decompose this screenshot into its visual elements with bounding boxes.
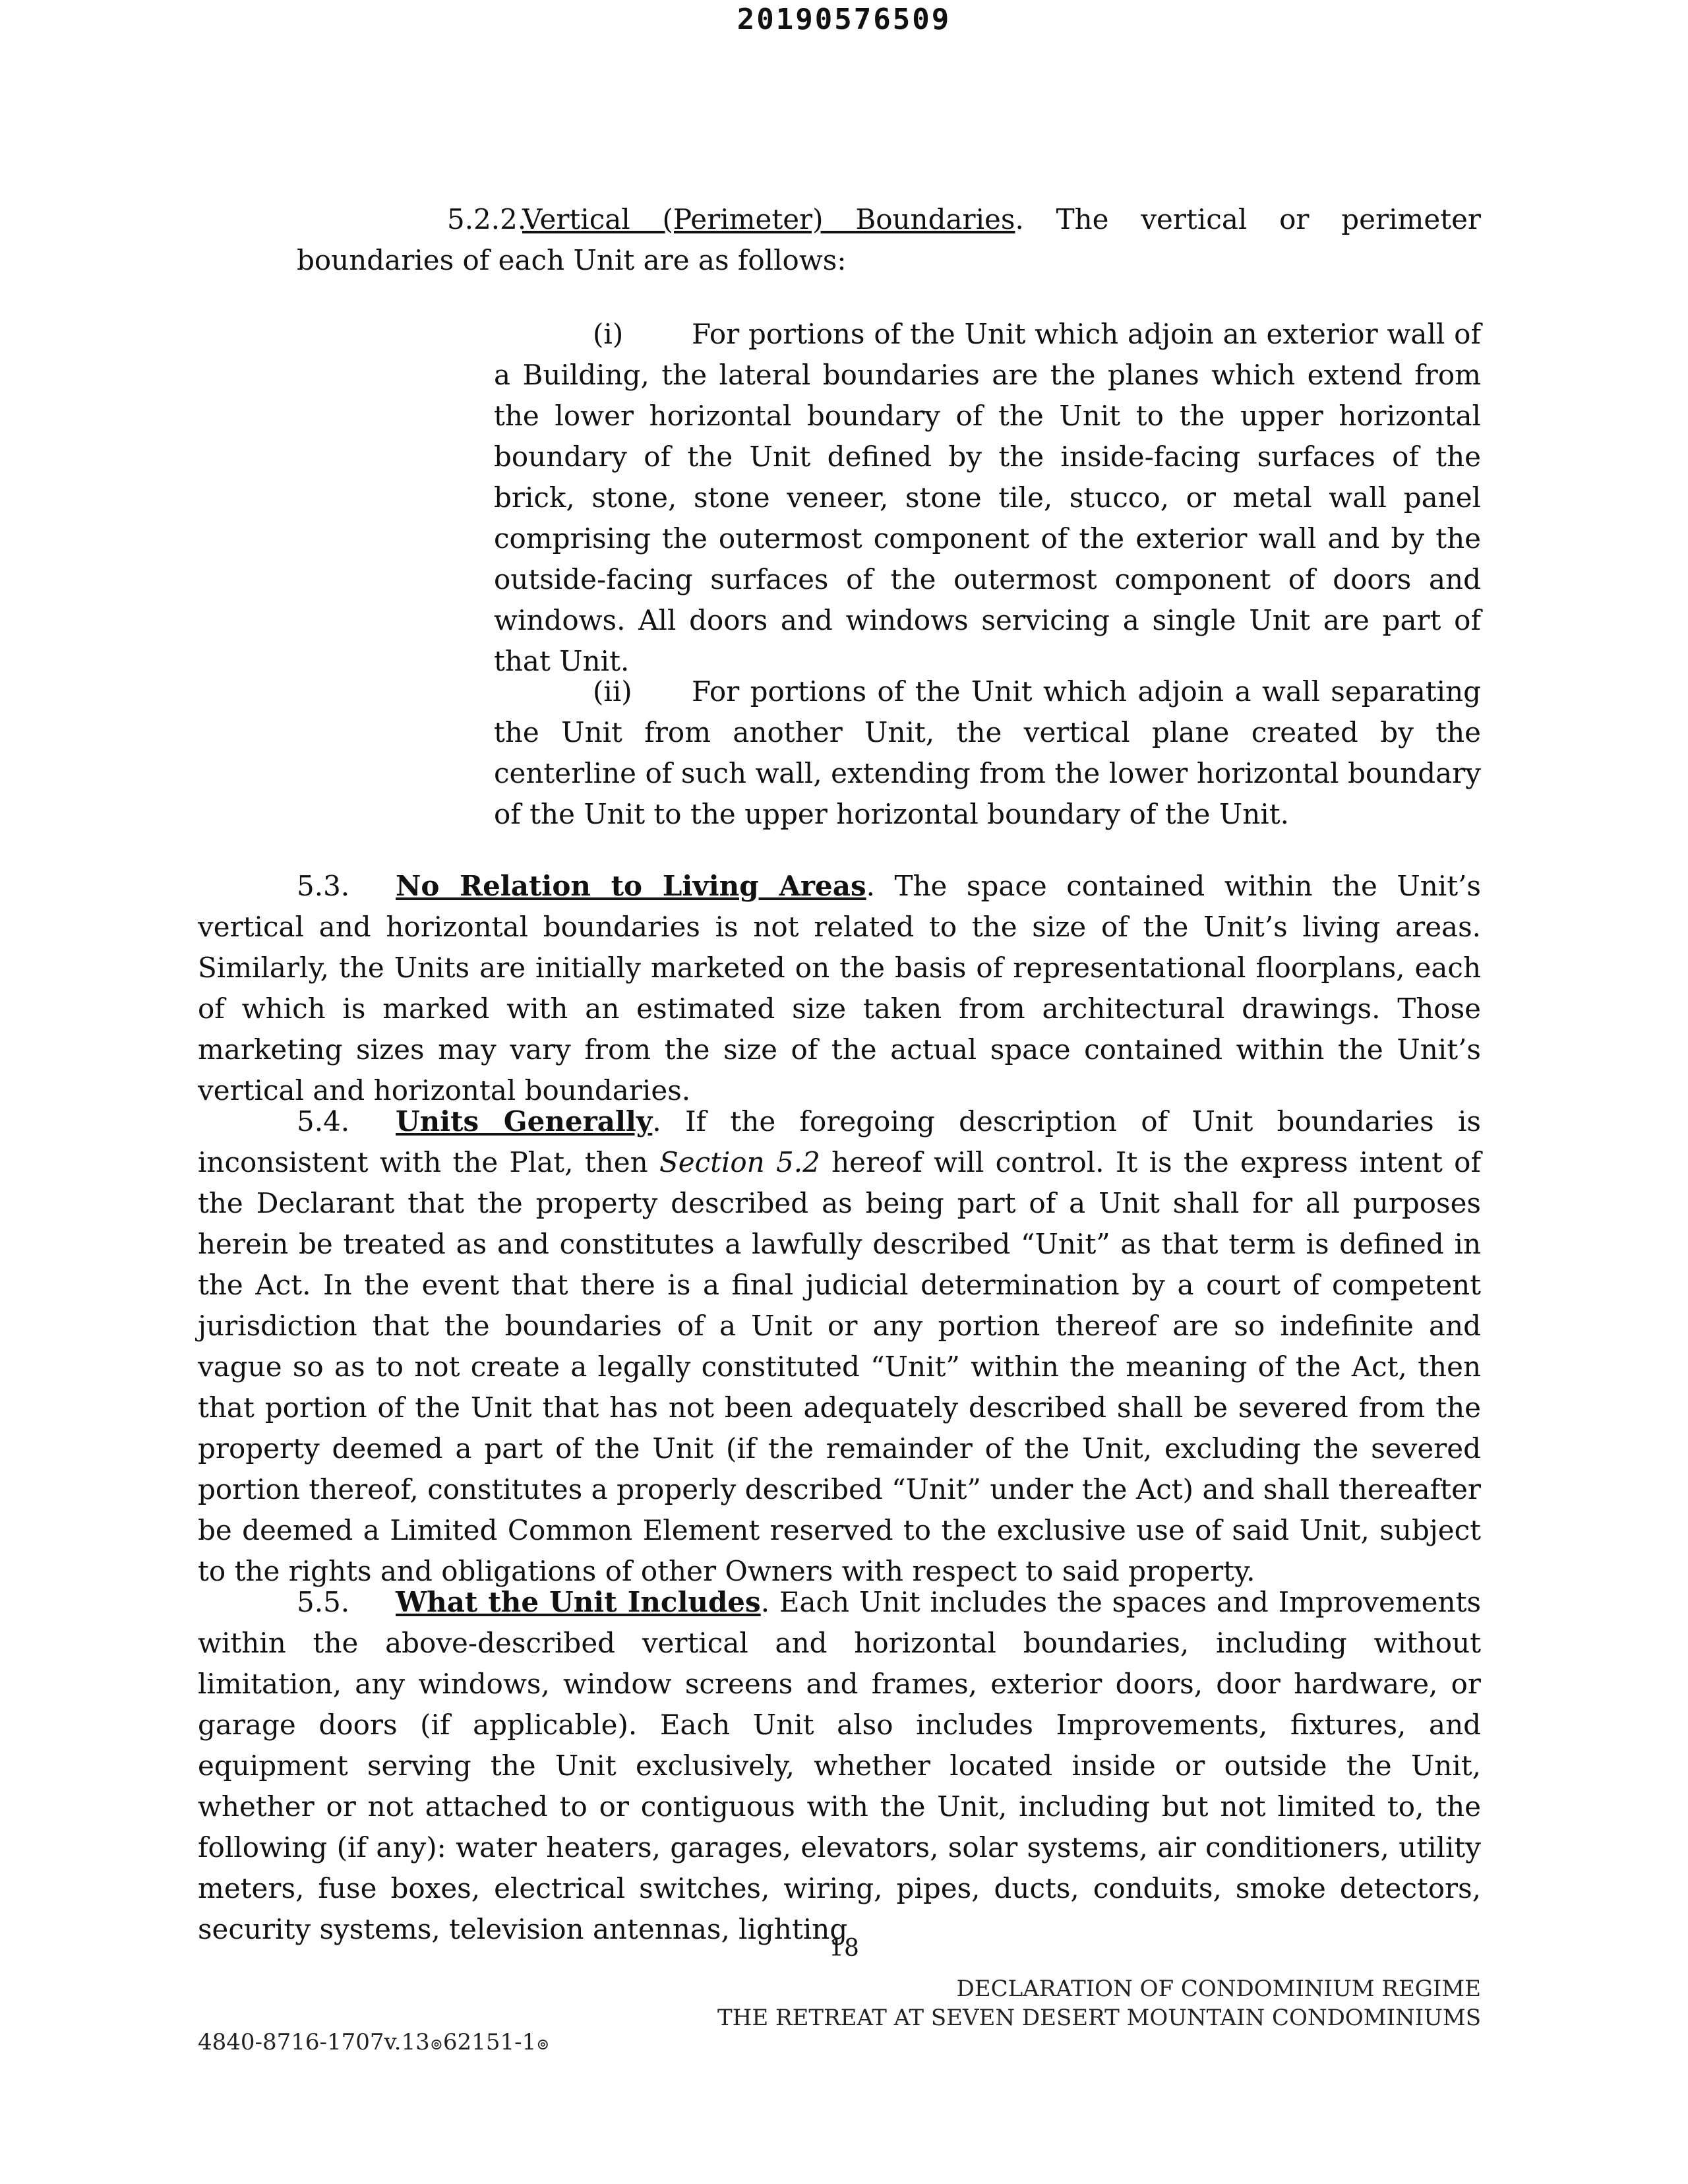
document-title-footer bbox=[717, 1974, 1481, 2032]
section-title: No Relation to Living Areas bbox=[396, 870, 866, 902]
section-title: What the Unit Includes bbox=[396, 1586, 761, 1618]
section-5-4 bbox=[198, 1101, 1481, 1592]
section-5-2-2-paragraph bbox=[297, 199, 1481, 281]
section-number: 5.2.2. bbox=[447, 203, 527, 235]
section-5-5 bbox=[198, 1582, 1481, 1950]
document-id-matter: 62151-1 bbox=[442, 2029, 537, 2055]
section-body-part-b: hereof will control. It is the express intent of the Declarant that the property described as being part of a Unit shall for all purposes herein be treated as and constitutes a lawfully described “Unit” as that term is defined in the Act. In the event that there is a final judicial determination by a court of competent jurisdiction that the boundaries of a Unit or any portion thereof are so indefinite and vague so as to not create a legally constituted “Unit” within the meaning of the Act, then that portion of the Unit that has not been adequately described shall be severed from the property deemed a part of the Unit (if the remainder of the Unit, excluding the severed portion thereof, constitutes a properly described “Unit” under the Act) and shall thereafter be deemed a Limited Common Element reserved to the exclusive use of said Unit, subject to the rights and obligations of other Owners with respect to said property. bbox=[198, 1146, 1481, 1587]
section-body-part-a: . If the foregoing description of Unit boundaries is inconsistent with the Plat, then bbox=[198, 1105, 1481, 1178]
subsection-ii bbox=[494, 671, 1481, 835]
subsection-label: (ii) bbox=[593, 675, 632, 708]
document-title-line-1: DECLARATION OF CONDOMINIUM REGIME bbox=[956, 1976, 1481, 2002]
section-title: Vertical (Perimeter) Boundaries bbox=[522, 203, 1015, 235]
section-body: . The space contained within the Unit’s vertical and horizontal boundaries is not related to the size of the Unit’s living areas. Similarly, the Units are initially marketed on the basis of representational floorplans, each of which is marked with an estimated size taken from architectural drawings. Those marketing sizes may vary from the size of the actual space contained within the Unit’s vertical and horizontal boundaries. bbox=[198, 870, 1481, 1107]
subsection-body: For portions of the Unit which adjoin a wall separating the Unit from another Unit, the vertical plane created by the centerline of such wall, extending from the lower horizontal boundary of the Unit to the upper horizontal boundary of the Unit. bbox=[494, 675, 1481, 830]
document-title-line-2: THE RETREAT AT SEVEN DESERT MOUNTAIN CONDOMINIUMS bbox=[717, 2005, 1481, 2031]
section-body: . The vertical or perimeter boundaries of each Unit are as follows: bbox=[297, 203, 1482, 276]
document-id bbox=[198, 2029, 549, 2055]
subsection-i bbox=[494, 314, 1481, 682]
section-body: . Each Unit includes the spaces and Improvements within the above-described vertical and horizontal boundaries, including without limitation, any windows, window screens and frames, exterior doors, door hardware, or garage doors (if applicable). Each Unit also includes Improvements, fixtures, and equipment serving the Unit exclusively, whether located inside or outside the Unit, whether or not attached to or contiguous with the Unit, including but not limited to, the following (if any): water heaters, garages, elevators, solar systems, air conditioners, utility meters, fuse boxes, electrical switches, wiring, pipes, ducts, conduits, smoke detectors, security systems, television antennas, lighting bbox=[198, 1586, 1482, 1945]
document-id-mark: ⊚ bbox=[429, 2035, 443, 2053]
subsection-label: (i) bbox=[593, 318, 624, 350]
recording-number: 20190576509 bbox=[737, 3, 951, 36]
document-id-version: 4840-8716-1707v.13 bbox=[198, 2029, 430, 2055]
subsection-body: For portions of the Unit which adjoin an exterior wall of a Building, the lateral boundaries are the planes which extend from the lower horizontal boundary of the Unit to the upper horizontal boundary of the Unit defined by the inside-facing surfaces of the brick, stone, stone veneer, stone tile, stucco, or metal wall panel comprising the outermost component of the exterior wall and by the outside-facing surfaces of the outermost component of doors and windows. All doors and windows servicing a single Unit are part of that Unit. bbox=[494, 318, 1481, 677]
section-number: 5.5. bbox=[297, 1586, 350, 1618]
section-number: 5.3. bbox=[297, 870, 350, 902]
section-number: 5.4. bbox=[297, 1105, 350, 1138]
section-reference: Section 5.2 bbox=[659, 1146, 820, 1178]
section-5-2-2 bbox=[297, 199, 1481, 281]
page-number: 18 bbox=[829, 1935, 859, 1962]
section-title: Units Generally bbox=[396, 1105, 653, 1138]
section-5-3 bbox=[198, 866, 1481, 1111]
document-id-mark: ⊚ bbox=[536, 2035, 550, 2053]
